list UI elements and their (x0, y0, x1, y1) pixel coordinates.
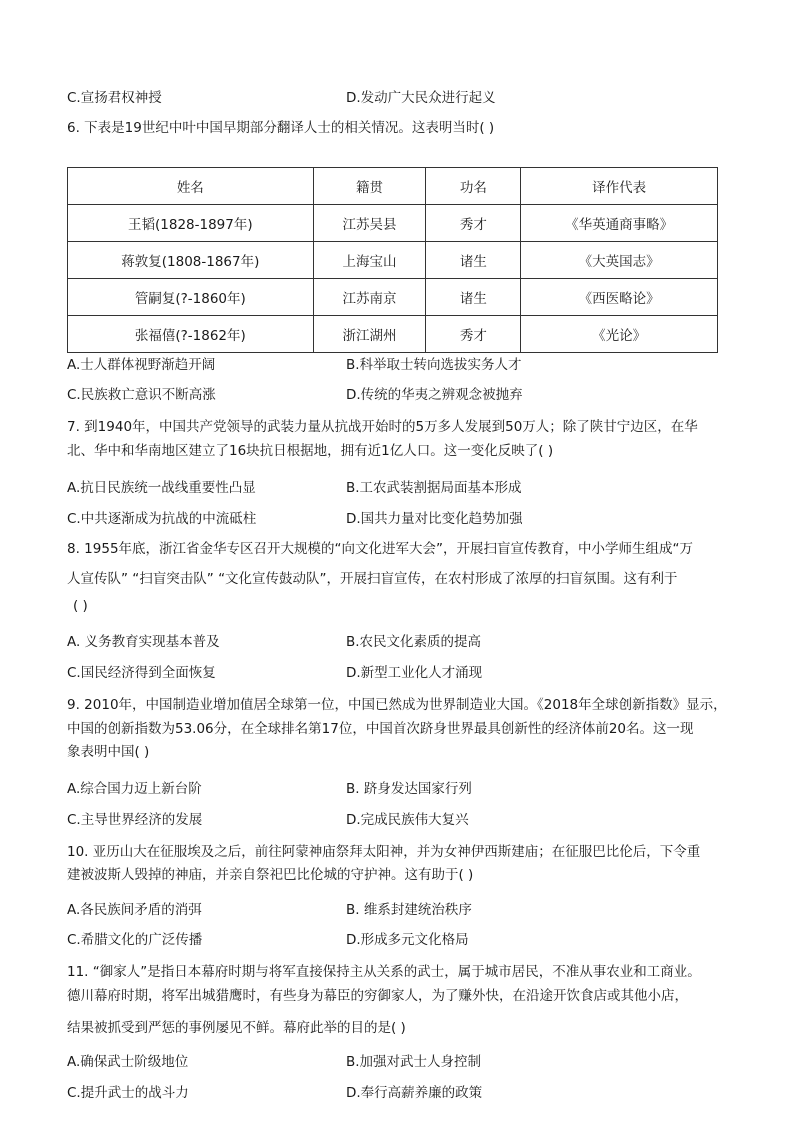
q9-option-a: A.综合国力迈上新台阶 (67, 781, 202, 797)
q7-option-d: D.国共力量对比变化趋势加强 (346, 511, 523, 527)
cell-origin: 浙江湖州 (313, 316, 426, 353)
q7-option-a: A.抗日民族统一战线重要性凸显 (67, 480, 256, 496)
q10-option-c: C.希腊文化的广泛传播 (67, 932, 203, 948)
cell-rank: 秀才 (426, 316, 521, 353)
cell-name: 张福僖(?-1862年) (68, 316, 314, 353)
q9-stem-line-1: 9. 2010年，中国制造业增加值居全球第一位，中国已然成为世界制造业大国。《2018年全球创新指数》显示， (67, 697, 727, 713)
cell-work: 《光论》 (521, 316, 718, 353)
q10-option-d: D.形成多元文化格局 (346, 932, 469, 948)
table-row (68, 279, 718, 316)
q8-stem-line-1: 8. 1955年底，浙江省金华专区召开大规模的“向文化进军大会”，开展扫盲宣传教育，中小学师生组成“万 (67, 541, 694, 557)
q11-option-a: A.确保武士阶级地位 (67, 1054, 189, 1070)
q11-stem-line-2: 德川幕府时期，将军出城猎鹰时，有些身为幕臣的穷御家人，为了赚外快，在沿途开饮食店或其他小店， (67, 988, 688, 1004)
q8-stem-line-3: ( ) (73, 598, 88, 614)
q7-option-c: C.中共逐渐成为抗战的中流砥柱 (67, 511, 257, 527)
q6-option-d: D.传统的华夷之辨观念被抛弃 (346, 387, 523, 403)
table-row (68, 316, 718, 353)
q8-option-a: A. 义务教育实现基本普及 (67, 634, 220, 650)
cell-work: 《华英通商事略》 (521, 205, 718, 242)
cell-rank: 诸生 (426, 279, 521, 316)
q7-stem-line-1: 7. 到1940年，中国共产党领导的武装力量从抗战开始时的5万多人发展到50万人；除了陕甘宁边区，在华 (67, 419, 698, 435)
q6-stem: 6. 下表是19世纪中叶中国早期部分翻译人士的相关情况。这表明当时( ) (67, 120, 495, 136)
table-header-row (68, 168, 718, 205)
cell-work: 《大英国志》 (521, 242, 718, 279)
q7-option-b: B.工农武装割据局面基本形成 (346, 480, 522, 496)
q6-option-c: C.民族救亡意识不断高涨 (67, 387, 216, 403)
q8-stem-line-2: 人宣传队” “扫盲突击队” “文化宣传鼓动队”，开展扫盲宣传，在农村形成了浓厚的扫盲氛围。这有利于 (67, 571, 678, 587)
cell-name: 蒋敦复(1808-1867年) (68, 242, 314, 279)
header-work: 译作代表 (521, 168, 718, 205)
q9-option-c: C.主导世界经济的发展 (67, 812, 203, 828)
q5-option-c: C.宣扬君权神授 (67, 90, 162, 106)
table-row (68, 242, 718, 279)
q11-option-c: C.提升武士的战斗力 (67, 1085, 189, 1101)
cell-name: 管嗣复(?-1860年) (68, 279, 314, 316)
q11-option-b: B.加强对武士人身控制 (346, 1054, 482, 1070)
translators-table (67, 167, 718, 353)
q8-option-c: C.国民经济得到全面恢复 (67, 665, 216, 681)
header-origin: 籍贯 (313, 168, 426, 205)
header-name: 姓名 (68, 168, 314, 205)
cell-rank: 诸生 (426, 242, 521, 279)
q11-stem-line-3: 结果被抓受到严惩的事例屡见不鲜。幕府此举的目的是( ) (67, 1020, 406, 1036)
table-row (68, 205, 718, 242)
q11-stem-line-1: 11. “御家人”是指日本幕府时期与将军直接保持主从关系的武士，属于城市居民，不准从事农业和工商业。 (67, 964, 701, 980)
q10-stem-line-1: 10. 亚历山大在征服埃及之后，前往阿蒙神庙祭拜太阳神，并为女神伊西斯建庙；在征服巴比伦后，下令重 (67, 844, 701, 860)
q9-stem-line-2: 中国的创新指数为53.06分，在全球排名第17位，中国首次跻身世界最具创新性的经济体前20名。这一现 (67, 721, 694, 737)
q6-option-a: A.士人群体视野渐趋开阔 (67, 357, 216, 373)
q7-stem-line-2: 北、华中和华南地区建立了16块抗日根据地，拥有近1亿人口。这一变化反映了( ) (67, 443, 554, 459)
cell-work: 《西医略论》 (521, 279, 718, 316)
q9-stem-line-3: 象表明中国( ) (67, 744, 150, 760)
q10-option-a: A.各民族间矛盾的消弭 (67, 902, 202, 918)
q9-option-d: D.完成民族伟大复兴 (346, 812, 469, 828)
q9-option-b: B. 跻身发达国家行列 (346, 781, 472, 797)
cell-origin: 江苏南京 (313, 279, 426, 316)
header-rank: 功名 (426, 168, 521, 205)
cell-name: 王韬(1828-1897年) (68, 205, 314, 242)
cell-origin: 上海宝山 (313, 242, 426, 279)
q11-option-d: D.奉行高薪养廉的政策 (346, 1085, 483, 1101)
q5-option-d: D.发动广大民众进行起义 (346, 90, 496, 106)
q10-option-b: B. 维系封建统治秩序 (346, 902, 472, 918)
q6-option-b: B.科举取士转向选拔实务人才 (346, 357, 522, 373)
q10-stem-line-2: 建被波斯人毁掉的神庙，并亲自祭祀巴比伦城的守护神。这有助于( ) (67, 867, 474, 883)
cell-origin: 江苏吴县 (313, 205, 426, 242)
q8-option-d: D.新型工业化人才涌现 (346, 665, 483, 681)
cell-rank: 秀才 (426, 205, 521, 242)
q8-option-b: B.农民文化素质的提高 (346, 634, 482, 650)
